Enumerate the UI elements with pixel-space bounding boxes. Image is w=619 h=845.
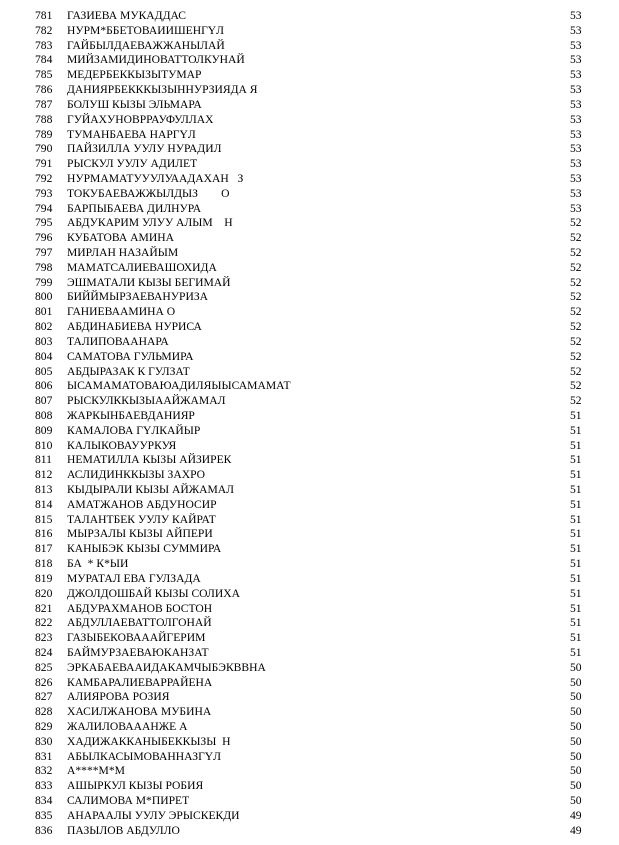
row-number: 789 — [35, 127, 53, 141]
row-number: 798 — [35, 260, 53, 274]
list-row — [0, 527, 619, 542]
row-number: 819 — [35, 571, 53, 585]
student-name: ХАДИЖАККАНЫБЕККЫЗЫ Н — [67, 734, 231, 748]
score-value: 51 — [570, 601, 582, 615]
student-name: МЫРЗАЛЫ КЫЗЫ АЙПЕРИ — [67, 527, 213, 541]
score-value: 52 — [570, 231, 582, 245]
row-number: 812 — [35, 468, 53, 482]
score-value: 51 — [570, 408, 582, 422]
score-value: 51 — [570, 645, 582, 659]
row-number: 797 — [35, 246, 53, 259]
list-row — [0, 187, 619, 202]
row-number: 824 — [35, 645, 53, 659]
student-name: РЫСКУЛККЫЗЫААЙЖАМАЛ — [67, 394, 226, 408]
row-number: 792 — [35, 171, 53, 185]
score-value: 53 — [570, 186, 582, 200]
row-number: 807 — [35, 394, 53, 408]
list-row — [0, 350, 619, 365]
row-number: 799 — [35, 275, 53, 289]
student-name: АБДЫРАЗАК К ГУЛЗАТ — [67, 364, 190, 378]
student-name: НУРМАМАТУУУЛУААДАХАН З — [67, 171, 244, 185]
student-name: НЕМАТИЛЛА КЫЗЫ АЙЗИРЕК — [67, 453, 232, 467]
score-value: 53 — [570, 9, 582, 22]
student-name: АБДУЛЛАЕВАТТОЛГОНАЙ — [67, 616, 212, 630]
list-row — [0, 735, 619, 750]
list-row — [0, 276, 619, 291]
student-name: МИРЛАН НАЗАЙЫМ — [67, 246, 179, 259]
row-number: 810 — [35, 438, 53, 452]
row-number: 834 — [35, 794, 53, 808]
score-value: 50 — [570, 794, 582, 808]
row-number: 831 — [35, 749, 53, 763]
row-number: 795 — [35, 216, 53, 230]
row-number: 809 — [35, 423, 53, 437]
list-row — [0, 261, 619, 276]
list-row — [0, 424, 619, 439]
score-value: 49 — [570, 808, 582, 822]
score-value: 50 — [570, 734, 582, 748]
student-name: АМАТЖАНОВ АБДУНОСИР — [67, 497, 217, 511]
student-name: ГАЗИЕВА МУКАДДАС — [67, 9, 187, 22]
student-name: АБДУКАРИМ УЛУУ АЛЫМ Н — [67, 216, 233, 230]
list-row — [0, 365, 619, 380]
student-name: НУРМ*ББЕТОВАИИШЕНГҮЛ — [67, 23, 225, 37]
score-value: 50 — [570, 690, 582, 704]
student-name: ЭШМАТАЛИ КЫЗЫ БЕГИМАЙ — [67, 275, 231, 289]
score-value: 52 — [570, 216, 582, 230]
score-value: 52 — [570, 260, 582, 274]
row-number: 820 — [35, 586, 53, 600]
score-value: 53 — [570, 83, 582, 97]
student-name: АБДИНАБИЕВА НУРИСА — [67, 320, 202, 334]
student-name: КАМБАРАЛИЕВАРРАЙЕНА — [67, 675, 213, 689]
row-number: 833 — [35, 779, 53, 793]
score-value: 52 — [570, 290, 582, 304]
list-row — [0, 439, 619, 454]
row-number: 801 — [35, 305, 53, 319]
student-name: БОЛУШ КЫЗЫ ЭЛЬМАРА — [67, 97, 202, 111]
row-number: 800 — [35, 290, 53, 304]
list-row — [0, 202, 619, 217]
list-row — [0, 661, 619, 676]
score-value: 51 — [570, 512, 582, 526]
student-name: БИЙЙМЫРЗАЕВАНУРИЗА — [67, 290, 209, 304]
list-row — [0, 542, 619, 557]
student-name: САЛИМОВА М*ПИРЕТ — [67, 794, 190, 808]
row-number: 835 — [35, 808, 53, 822]
row-number: 813 — [35, 483, 53, 496]
student-name: ГАЗЫБЕКОВАААЙГЕРИМ — [67, 631, 206, 645]
row-number: 793 — [35, 186, 53, 200]
list-row — [0, 809, 619, 824]
score-value: 52 — [570, 246, 582, 259]
ranking-list — [0, 9, 619, 839]
row-number: 796 — [35, 231, 53, 245]
list-row — [0, 557, 619, 572]
student-name: А****М*М — [67, 764, 125, 778]
list-row — [0, 320, 619, 335]
row-number: 784 — [35, 53, 53, 67]
list-row — [0, 157, 619, 172]
score-value: 51 — [570, 557, 582, 571]
score-value: 51 — [570, 631, 582, 645]
score-value: 50 — [570, 705, 582, 719]
score-value: 53 — [570, 112, 582, 126]
student-name: МУРАТАЛ ЕВА ГУЛЗАДА — [67, 571, 201, 585]
score-value: 52 — [570, 305, 582, 319]
row-number: 829 — [35, 720, 53, 733]
student-name: АШЫРКУЛ КЫЗЫ РОБИЯ — [67, 779, 204, 793]
student-name: КАНЫБЭК КЫЗЫ СУММИРА — [67, 542, 222, 556]
row-number: 783 — [35, 38, 53, 52]
list-row — [0, 83, 619, 98]
student-name: ЫСАМАМАТОВАЮАДИЛЯЫЫСАМАМАТ — [67, 379, 291, 393]
score-value: 51 — [570, 438, 582, 452]
list-row — [0, 335, 619, 350]
student-name: АБДУРАХМАНОВ БОСТОН — [67, 601, 213, 615]
student-name: ЭРКАБАЕВААИДАКАМЧЫБЭКВВНА — [67, 660, 266, 674]
score-value: 53 — [570, 23, 582, 37]
student-name: МИЙЗАМИДИНОВАТТОЛКУНАЙ — [67, 53, 245, 67]
student-name: РЫСКУЛ УУЛУ АДИЛЕТ — [67, 157, 198, 171]
score-value: 50 — [570, 720, 582, 733]
student-name: ПАЗЫЛОВ АБДУЛЛО — [67, 823, 180, 837]
student-name: ТАЛИПОВААНАРА — [67, 334, 169, 348]
row-number: 817 — [35, 542, 53, 556]
score-value: 51 — [570, 468, 582, 482]
score-value: 52 — [570, 320, 582, 334]
student-name: КАЛЫКОВАУУРКУЯ — [67, 438, 177, 452]
row-number: 804 — [35, 349, 53, 363]
row-number: 827 — [35, 690, 53, 704]
score-value: 51 — [570, 586, 582, 600]
score-value: 51 — [570, 527, 582, 541]
list-row — [0, 602, 619, 617]
list-row — [0, 824, 619, 839]
student-name: КЫДЫРАЛИ КЫЗЫ АЙЖАМАЛ — [67, 483, 235, 496]
list-row — [0, 98, 619, 113]
score-value: 50 — [570, 764, 582, 778]
score-value: 52 — [570, 334, 582, 348]
list-row — [0, 24, 619, 39]
list-row — [0, 616, 619, 631]
list-row — [0, 513, 619, 528]
row-number: 806 — [35, 379, 53, 393]
list-row — [0, 764, 619, 779]
row-number: 836 — [35, 823, 53, 837]
row-number: 816 — [35, 527, 53, 541]
score-value: 53 — [570, 142, 582, 156]
list-row — [0, 453, 619, 468]
list-row — [0, 498, 619, 513]
list-row — [0, 394, 619, 409]
score-value: 50 — [570, 749, 582, 763]
list-row — [0, 9, 619, 24]
row-number: 802 — [35, 320, 53, 334]
row-number: 832 — [35, 764, 53, 778]
list-row — [0, 305, 619, 320]
list-row — [0, 142, 619, 157]
list-row — [0, 750, 619, 765]
student-name: ТОКУБАЕВАЖЖЫЛДЫЗ О — [67, 186, 230, 200]
score-value: 53 — [570, 38, 582, 52]
row-number: 823 — [35, 631, 53, 645]
score-value: 49 — [570, 823, 582, 837]
row-number: 785 — [35, 68, 53, 82]
score-value: 51 — [570, 497, 582, 511]
score-value: 51 — [570, 542, 582, 556]
student-name: ХАСИЛЖАНОВА МУБИНА — [67, 705, 212, 719]
list-row — [0, 216, 619, 231]
student-name: ДЖОЛДОШБАЙ КЫЗЫ СОЛИХА — [67, 586, 240, 600]
list-row — [0, 409, 619, 424]
list-row — [0, 690, 619, 705]
score-value: 53 — [570, 171, 582, 185]
list-row — [0, 794, 619, 809]
list-row — [0, 113, 619, 128]
score-value: 50 — [570, 660, 582, 674]
list-row — [0, 53, 619, 68]
student-name: ГУЙАХУНОВРРАУФУЛЛАХ — [67, 112, 214, 126]
row-number: 821 — [35, 601, 53, 615]
list-row — [0, 68, 619, 83]
score-value: 52 — [570, 394, 582, 408]
list-row — [0, 572, 619, 587]
student-name: КАМАЛОВА ГҮЛКАЙЫР — [67, 423, 201, 437]
score-value: 53 — [570, 157, 582, 171]
row-number: 788 — [35, 112, 53, 126]
row-number: 814 — [35, 497, 53, 511]
score-value: 50 — [570, 779, 582, 793]
score-value: 50 — [570, 675, 582, 689]
row-number: 786 — [35, 83, 53, 97]
score-value: 52 — [570, 379, 582, 393]
score-value: 53 — [570, 97, 582, 111]
list-row — [0, 587, 619, 602]
row-number: 828 — [35, 705, 53, 719]
list-row — [0, 676, 619, 691]
student-name: БАРПЫБАЕВА ДИЛНУРА — [67, 201, 202, 215]
student-name: ЖАЛИЛОВАААНЖЕ А — [67, 720, 188, 733]
row-number: 815 — [35, 512, 53, 526]
score-value: 53 — [570, 68, 582, 82]
list-row — [0, 290, 619, 305]
list-row — [0, 379, 619, 394]
score-value: 53 — [570, 201, 582, 215]
score-value: 51 — [570, 423, 582, 437]
row-number: 830 — [35, 734, 53, 748]
student-name: АБЫЛКАСЫМОВАННАЗГҮЛ — [67, 749, 222, 763]
score-value: 52 — [570, 349, 582, 363]
row-number: 808 — [35, 408, 53, 422]
row-number: 803 — [35, 334, 53, 348]
list-row — [0, 172, 619, 187]
row-number: 787 — [35, 97, 53, 111]
list-row — [0, 483, 619, 498]
list-row — [0, 631, 619, 646]
score-value: 51 — [570, 483, 582, 496]
row-number: 790 — [35, 142, 53, 156]
row-number: 826 — [35, 675, 53, 689]
row-number: 794 — [35, 201, 53, 215]
score-value: 52 — [570, 275, 582, 289]
score-value: 51 — [570, 616, 582, 630]
score-value: 51 — [570, 571, 582, 585]
score-value: 53 — [570, 127, 582, 141]
list-row — [0, 779, 619, 794]
student-name: КУБАТОВА АМИНА — [67, 231, 174, 245]
score-value: 53 — [570, 53, 582, 67]
student-name: АЛИЯРОВА РОЗИЯ — [67, 690, 170, 704]
student-name: САМАТОВА ГУЛЬМИРА — [67, 349, 194, 363]
student-name: ГАНИЕВААМИНА О — [67, 305, 176, 319]
row-number: 805 — [35, 364, 53, 378]
student-name: АСЛИДИНККЫЗЫ ЗАХРО — [67, 468, 206, 482]
student-name: МАМАТСАЛИЕВАШОХИДА — [67, 260, 217, 274]
list-row — [0, 705, 619, 720]
row-number: 791 — [35, 157, 53, 171]
student-name: ТУМАНБАЕВА НАРГҮЛ — [67, 127, 196, 141]
list-row — [0, 39, 619, 54]
list-row — [0, 468, 619, 483]
row-number: 781 — [35, 9, 53, 22]
score-value: 52 — [570, 364, 582, 378]
student-name: ТАЛАНТБЕК УУЛУ КАЙРАТ — [67, 512, 216, 526]
student-name: БАЙМУРЗАЕВАЮКАНЗАТ — [67, 645, 209, 659]
student-name: БА * К*ЫИ — [67, 557, 129, 571]
student-name: ДАНИЯРБЕКККЫЗЫННУРЗИЯДА Я — [67, 83, 258, 97]
student-name: АНАРААЛЫ УУЛУ ЭРЫСКЕКДИ — [67, 808, 240, 822]
list-row — [0, 246, 619, 261]
student-name: ЖАРКЫНБАЕВДАНИЯР — [67, 408, 195, 422]
row-number: 782 — [35, 23, 53, 37]
row-number: 811 — [35, 453, 52, 467]
list-row — [0, 231, 619, 246]
list-row — [0, 646, 619, 661]
row-number: 822 — [35, 616, 53, 630]
student-name: ПАЙЗИЛЛА УУЛУ НУРАДИЛ — [67, 142, 222, 156]
score-value: 51 — [570, 453, 582, 467]
list-row — [0, 128, 619, 143]
row-number: 818 — [35, 557, 53, 571]
student-name: ГАЙБЫЛДАЕВАЖЖАНЫЛАЙ — [67, 38, 225, 52]
row-number: 825 — [35, 660, 53, 674]
student-name: МЕДЕРБЕККЫЗЫТУМАР — [67, 68, 202, 82]
list-row — [0, 720, 619, 735]
